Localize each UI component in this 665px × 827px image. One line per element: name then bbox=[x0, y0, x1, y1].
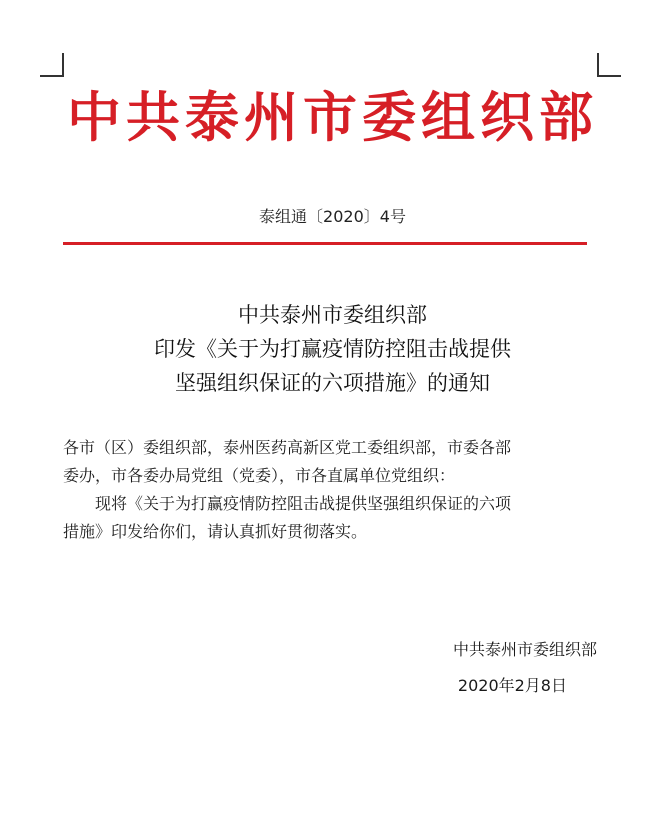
document-number: 泰组通〔2020〕4号 bbox=[259, 207, 406, 226]
recipients-line-2: 委办，市各委办局党组（党委），市各直属单位党组织： bbox=[63, 466, 456, 485]
document-title bbox=[0, 298, 665, 400]
document-body bbox=[63, 434, 599, 546]
signature: 中共泰州市委组织部 bbox=[452, 640, 597, 659]
red-divider-line bbox=[63, 242, 587, 245]
red-header-title: 中共泰州市委组织部 bbox=[67, 85, 598, 149]
title-line-1: 中共泰州市委组织部 bbox=[238, 303, 427, 327]
content-line-1: 现将《关于为打赢疫情防控阻击战提供坚强组织保证的六项 bbox=[95, 494, 512, 513]
issue-date: 2020年2月8日 bbox=[457, 676, 567, 695]
title-line-2: 印发《关于为打赢疫情防控阻击战提供 bbox=[154, 337, 511, 361]
top-left-corner-mark bbox=[40, 53, 64, 77]
top-right-corner-mark bbox=[597, 53, 621, 77]
title-line-3: 坚强组织保证的六项措施》的通知 bbox=[175, 371, 490, 395]
content-line-2: 措施》印发给你们，请认真抓好贯彻落实。 bbox=[63, 522, 368, 541]
recipients-line-1: 各市（区）委组织部，泰州医药高新区党工委组织部，市委各部 bbox=[63, 438, 512, 457]
